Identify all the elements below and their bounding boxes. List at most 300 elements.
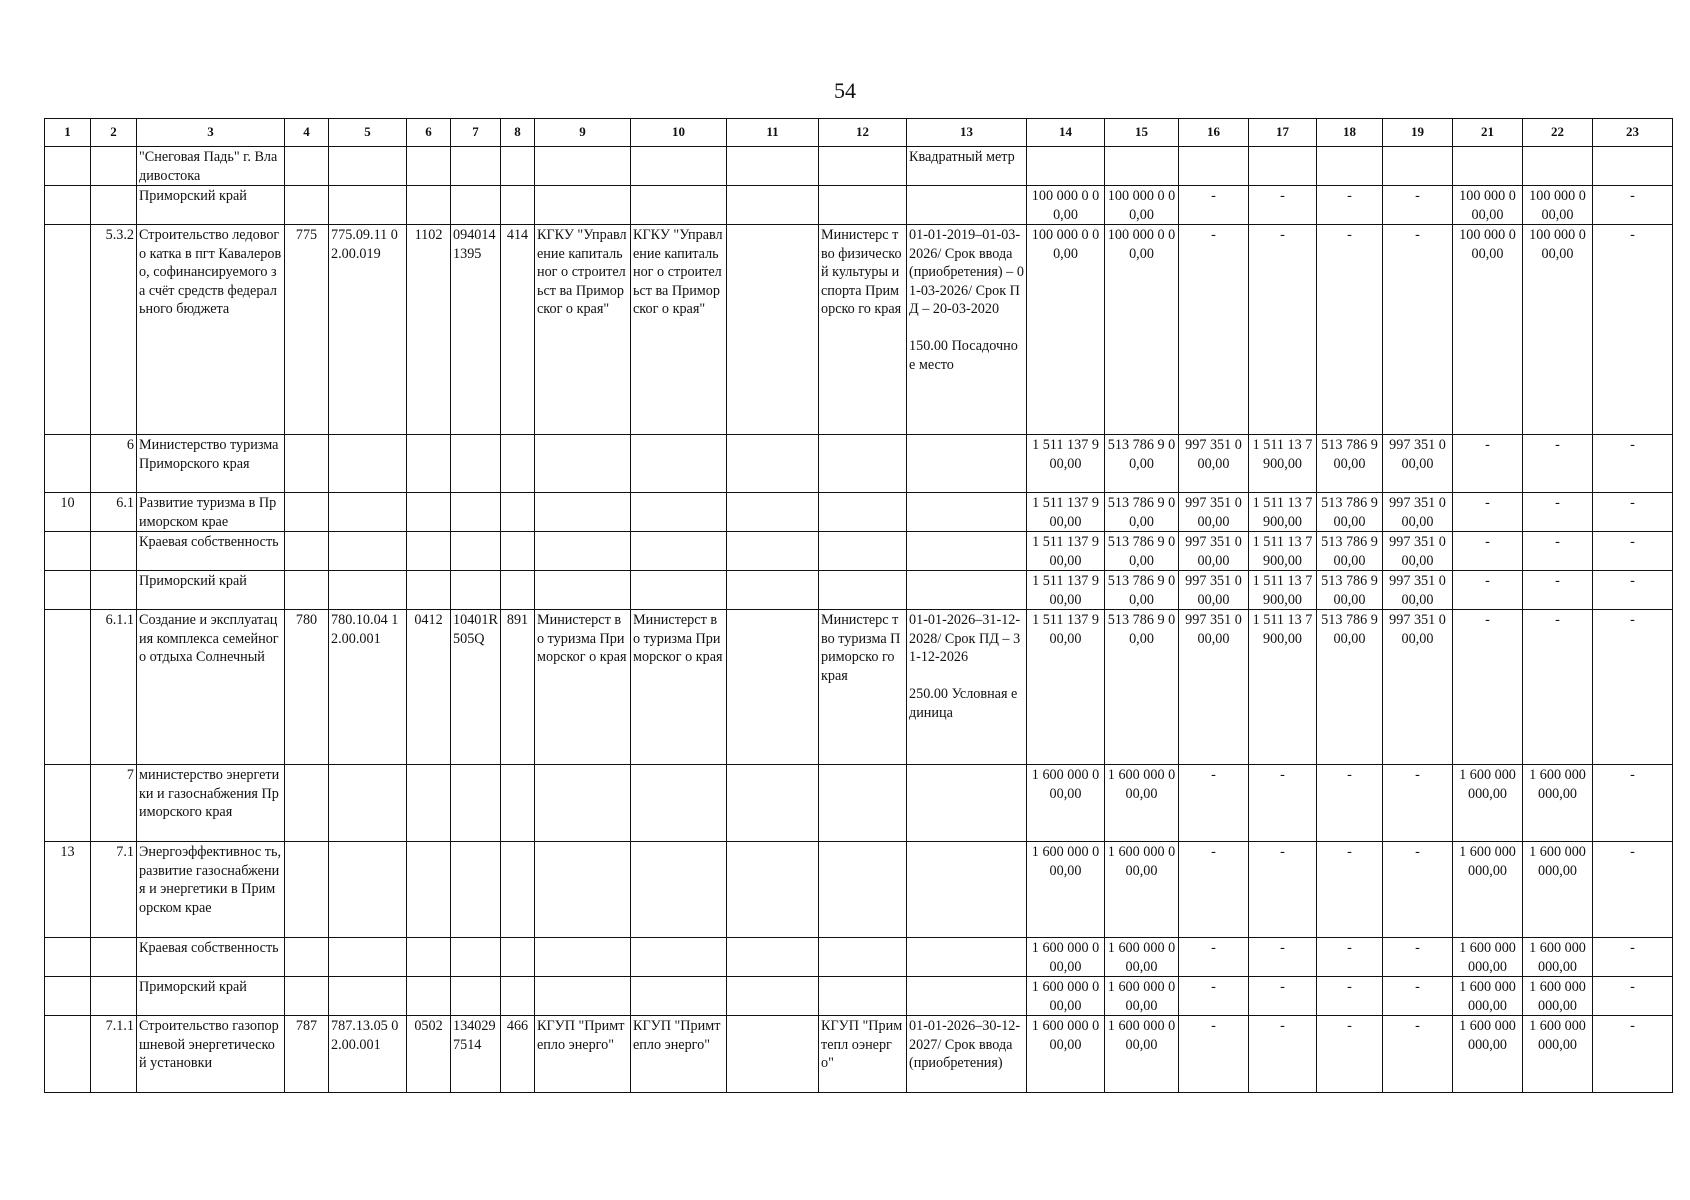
- table-cell: [535, 938, 631, 977]
- table-cell: 1 511 137 900,00: [1027, 493, 1105, 532]
- table-cell: [285, 493, 329, 532]
- table-cell: Министерс тво физической культуры и спорта Приморско го края: [819, 225, 907, 435]
- table-cell: Строительство газопоршневой энергетической установки: [137, 1016, 285, 1093]
- table-cell: [1027, 147, 1105, 186]
- table-cell: Краевая собственность: [137, 532, 285, 571]
- table-cell: -: [1249, 765, 1317, 842]
- table-cell: [329, 147, 407, 186]
- table-cell: [501, 765, 535, 842]
- table-cell: -: [1179, 225, 1249, 435]
- table-cell: [45, 571, 91, 610]
- table-cell: [501, 186, 535, 225]
- table-cell: Министерство туризма Приморского края: [137, 435, 285, 493]
- table-cell: -: [1383, 938, 1453, 977]
- table-cell: [907, 938, 1027, 977]
- column-number: 1: [45, 119, 91, 147]
- table-cell: [45, 225, 91, 435]
- column-number: 2: [91, 119, 137, 147]
- table-cell: 1 600 000 000,00: [1453, 938, 1523, 977]
- table-cell: [45, 435, 91, 493]
- table-cell: -: [1179, 938, 1249, 977]
- table-cell: [907, 842, 1027, 938]
- table-cell: 414: [501, 225, 535, 435]
- table-row: [45, 147, 1673, 186]
- table-cell: [285, 435, 329, 493]
- table-cell: 1 600 000 000,00: [1453, 977, 1523, 1016]
- table-cell: -: [1179, 1016, 1249, 1093]
- table-cell: [819, 842, 907, 938]
- table-cell: -: [1179, 842, 1249, 938]
- table-cell: 513 786 900,00: [1317, 532, 1383, 571]
- table-cell: [727, 842, 819, 938]
- table-cell: [907, 532, 1027, 571]
- table-cell: [631, 938, 727, 977]
- column-number: 4: [285, 119, 329, 147]
- table-cell: 100 000 0 00,00: [1027, 225, 1105, 435]
- table-cell: 513 786 900,00: [1317, 571, 1383, 610]
- table-cell: -: [1523, 435, 1593, 493]
- table-cell: [1383, 147, 1453, 186]
- table-cell: -: [1593, 610, 1673, 765]
- table-cell: 997 351 0 00,00: [1179, 493, 1249, 532]
- table-cell: [285, 571, 329, 610]
- table-cell: [819, 571, 907, 610]
- table-cell: 513 786 900,00: [1317, 435, 1383, 493]
- table-cell: 1 511 13 7 900,00: [1249, 435, 1317, 493]
- table-cell: [451, 147, 501, 186]
- column-number: 18: [1317, 119, 1383, 147]
- table-row: [45, 225, 1673, 435]
- table-row: [45, 938, 1673, 977]
- table-cell: 1 600 000 000,00: [1523, 977, 1593, 1016]
- table-cell: [535, 532, 631, 571]
- table-cell: КГУП "Примтепл оэнерго": [819, 1016, 907, 1093]
- table-cell: 0502: [407, 1016, 451, 1093]
- table-cell: -: [1593, 1016, 1673, 1093]
- page-number: 54: [834, 78, 856, 103]
- table-cell: [451, 532, 501, 571]
- table-cell: [1317, 147, 1383, 186]
- table-cell: [727, 493, 819, 532]
- table-cell: 6: [91, 435, 137, 493]
- table-cell: -: [1453, 493, 1523, 532]
- table-cell: [451, 571, 501, 610]
- table-row: [45, 493, 1673, 532]
- table-cell: [285, 765, 329, 842]
- table-cell: [451, 765, 501, 842]
- table-cell: Квадратный метр: [907, 147, 1027, 186]
- table-cell: [45, 186, 91, 225]
- table-cell: -: [1523, 610, 1593, 765]
- table-cell: [501, 435, 535, 493]
- table-cell: [285, 977, 329, 1016]
- table-cell: 1 511 137 900,00: [1027, 571, 1105, 610]
- table-cell: [727, 186, 819, 225]
- table-cell: [535, 435, 631, 493]
- table-cell: [819, 493, 907, 532]
- table-cell: [451, 938, 501, 977]
- table-cell: 775.09.11 02.00.019: [329, 225, 407, 435]
- table-cell: 997 351 0 00,00: [1179, 610, 1249, 765]
- table-row: [45, 571, 1673, 610]
- table-cell: [727, 571, 819, 610]
- table-cell: [91, 186, 137, 225]
- table-cell: -: [1249, 938, 1317, 977]
- table-cell: [501, 532, 535, 571]
- table-cell: 997 351 0 00,00: [1383, 571, 1453, 610]
- table-cell: 100 000 0 00,00: [1105, 186, 1179, 225]
- table-cell: [45, 147, 91, 186]
- table-cell: 01-01-2019–01-03-2026/ Срок ввода (приобретения) – 01-03-2026/ Срок ПД – 20-03-2020 150.00 Посадочное место: [907, 225, 1027, 435]
- table-cell: [907, 493, 1027, 532]
- table-cell: [1105, 147, 1179, 186]
- table-cell: [727, 938, 819, 977]
- table-row: [45, 977, 1673, 1016]
- table-cell: -: [1523, 571, 1593, 610]
- column-number: 14: [1027, 119, 1105, 147]
- table-cell: -: [1593, 225, 1673, 435]
- table-cell: -: [1593, 765, 1673, 842]
- table-cell: 7.1: [91, 842, 137, 938]
- budget-table: [44, 118, 1673, 1093]
- table-cell: Приморский край: [137, 186, 285, 225]
- table-cell: Министерст во туризма Приморског о края: [535, 610, 631, 765]
- table-cell: 10401R 505Q: [451, 610, 501, 765]
- table-cell: 6.1.1: [91, 610, 137, 765]
- table-cell: -: [1453, 571, 1523, 610]
- table-cell: 997 351 0 00,00: [1179, 571, 1249, 610]
- table-cell: [451, 842, 501, 938]
- table-cell: [907, 571, 1027, 610]
- table-cell: [407, 842, 451, 938]
- table-cell: 5.3.2: [91, 225, 137, 435]
- table-cell: 01-01-2026–30-12-2027/ Срок ввода (приобретения): [907, 1016, 1027, 1093]
- table-cell: 780.10.04 12.00.001: [329, 610, 407, 765]
- table-cell: [285, 186, 329, 225]
- table-cell: [1593, 147, 1673, 186]
- table-cell: [45, 938, 91, 977]
- column-number: 15: [1105, 119, 1179, 147]
- table-cell: 997 351 0 00,00: [1383, 610, 1453, 765]
- table-cell: 1 600 000 000,00: [1027, 765, 1105, 842]
- table-cell: 1 600 000 000,00: [1105, 1016, 1179, 1093]
- table-cell: Развитие туризма в Приморском крае: [137, 493, 285, 532]
- table-cell: [907, 435, 1027, 493]
- table-cell: [819, 765, 907, 842]
- table-cell: [535, 765, 631, 842]
- table-row: [45, 765, 1673, 842]
- table-cell: [535, 186, 631, 225]
- table-cell: [501, 571, 535, 610]
- column-number: 22: [1523, 119, 1593, 147]
- table-cell: 513 786 9 00,00: [1105, 435, 1179, 493]
- table-cell: -: [1317, 842, 1383, 938]
- table-cell: Энергоэффективнос ть, развитие газоснабжения и энергетики в Приморском крае: [137, 842, 285, 938]
- table-cell: 787.13.05 02.00.001: [329, 1016, 407, 1093]
- table-cell: -: [1383, 765, 1453, 842]
- table-cell: 997 351 0 00,00: [1383, 435, 1453, 493]
- column-number: 21: [1453, 119, 1523, 147]
- table-cell: -: [1593, 938, 1673, 977]
- table-cell: 513 786 9 00,00: [1105, 532, 1179, 571]
- table-cell: -: [1317, 1016, 1383, 1093]
- table-cell: 1 600 000 000,00: [1027, 977, 1105, 1016]
- table-cell: [407, 765, 451, 842]
- table-cell: 6.1: [91, 493, 137, 532]
- table-cell: 997 351 0 00,00: [1383, 532, 1453, 571]
- table-cell: [727, 225, 819, 435]
- table-cell: [631, 977, 727, 1016]
- table-cell: [501, 842, 535, 938]
- table-cell: Министерс тво туризма Приморско го края: [819, 610, 907, 765]
- table-cell: 1 600 000 000,00: [1027, 842, 1105, 938]
- table-cell: -: [1249, 842, 1317, 938]
- table-cell: 7.1.1: [91, 1016, 137, 1093]
- table-cell: -: [1593, 571, 1673, 610]
- column-number: 23: [1593, 119, 1673, 147]
- table-cell: [1523, 147, 1593, 186]
- table-cell: [631, 186, 727, 225]
- table-row: [45, 842, 1673, 938]
- table-cell: [91, 977, 137, 1016]
- table-cell: -: [1179, 765, 1249, 842]
- column-number: 12: [819, 119, 907, 147]
- table-cell: 513 786 900,00: [1317, 493, 1383, 532]
- table-cell: [45, 977, 91, 1016]
- table-cell: КГКУ "Управление капитальног о строительст ва Приморског о края": [535, 225, 631, 435]
- table-cell: 513 786 9 00,00: [1105, 493, 1179, 532]
- table-cell: Приморский край: [137, 977, 285, 1016]
- table-cell: [727, 532, 819, 571]
- table-cell: [407, 435, 451, 493]
- table-cell: 134029 7514: [451, 1016, 501, 1093]
- table-cell: [631, 842, 727, 938]
- table-cell: -: [1179, 186, 1249, 225]
- column-number: 13: [907, 119, 1027, 147]
- table-cell: [407, 186, 451, 225]
- table-cell: [329, 938, 407, 977]
- column-number: 5: [329, 119, 407, 147]
- table-cell: -: [1249, 225, 1317, 435]
- table-cell: [819, 977, 907, 1016]
- table-cell: -: [1523, 493, 1593, 532]
- table-cell: [329, 571, 407, 610]
- table-cell: [819, 938, 907, 977]
- table-row: [45, 532, 1673, 571]
- table-cell: Создание и эксплуатация комплекса семейного отдыха Солнечный: [137, 610, 285, 765]
- column-number: 6: [407, 119, 451, 147]
- table-cell: 100 000 0 00,00: [1027, 186, 1105, 225]
- table-cell: [819, 186, 907, 225]
- table-cell: [501, 938, 535, 977]
- table-cell: [329, 977, 407, 1016]
- table-cell: 775: [285, 225, 329, 435]
- table-cell: 01-01-2026–31-12-2028/ Срок ПД – 31-12-2026 250.00 Условная единица: [907, 610, 1027, 765]
- table-cell: 1 600 000 000,00: [1105, 977, 1179, 1016]
- table-cell: 1 600 000 000,00: [1453, 1016, 1523, 1093]
- table-cell: -: [1453, 610, 1523, 765]
- table-cell: -: [1593, 435, 1673, 493]
- table-cell: [451, 977, 501, 1016]
- table-cell: 1 511 13 7 900,00: [1249, 610, 1317, 765]
- table-cell: -: [1249, 977, 1317, 1016]
- table-cell: [535, 977, 631, 1016]
- column-number: 7: [451, 119, 501, 147]
- table-cell: 787: [285, 1016, 329, 1093]
- table-cell: [819, 147, 907, 186]
- table-cell: 513 786 9 00,00: [1105, 610, 1179, 765]
- table-cell: КГУП "Примтепло энерго": [631, 1016, 727, 1093]
- table-cell: 1 600 000 000,00: [1453, 842, 1523, 938]
- table-cell: [819, 532, 907, 571]
- table-cell: 1 600 000 000,00: [1105, 765, 1179, 842]
- table-cell: КГКУ "Управление капитальног о строительст ва Приморског о края": [631, 225, 727, 435]
- table-cell: [535, 493, 631, 532]
- table-cell: [329, 765, 407, 842]
- table-cell: -: [1453, 532, 1523, 571]
- table-cell: [631, 435, 727, 493]
- table-cell: [451, 186, 501, 225]
- table-row: [45, 1016, 1673, 1093]
- table-cell: -: [1593, 977, 1673, 1016]
- table-cell: [91, 147, 137, 186]
- table-cell: [631, 532, 727, 571]
- column-number: 8: [501, 119, 535, 147]
- table-cell: -: [1249, 186, 1317, 225]
- table-cell: [907, 765, 1027, 842]
- table-cell: 1 511 13 7 900,00: [1249, 493, 1317, 532]
- table-cell: 100 000 0 00,00: [1523, 186, 1593, 225]
- table-cell: [285, 532, 329, 571]
- table-cell: -: [1317, 765, 1383, 842]
- table-cell: [91, 532, 137, 571]
- table-cell: 100 000 0 00,00: [1453, 186, 1523, 225]
- table-cell: [45, 1016, 91, 1093]
- table-cell: [329, 435, 407, 493]
- table-cell: 1 600 000 000,00: [1027, 938, 1105, 977]
- table-cell: 1 600 000 000,00: [1523, 765, 1593, 842]
- table-cell: [1249, 147, 1317, 186]
- table-cell: [451, 493, 501, 532]
- table-cell: 1 600 000 000,00: [1105, 938, 1179, 977]
- table-cell: 780: [285, 610, 329, 765]
- column-number: 11: [727, 119, 819, 147]
- table-cell: -: [1453, 435, 1523, 493]
- table-cell: [727, 765, 819, 842]
- table-cell: [45, 532, 91, 571]
- column-number: 17: [1249, 119, 1317, 147]
- table-cell: 891: [501, 610, 535, 765]
- table-cell: [407, 532, 451, 571]
- table-cell: -: [1593, 493, 1673, 532]
- table-cell: [91, 571, 137, 610]
- table-cell: [501, 977, 535, 1016]
- table-cell: 100 000 0 00,00: [1523, 225, 1593, 435]
- table-cell: [631, 765, 727, 842]
- table-cell: -: [1383, 1016, 1453, 1093]
- table-cell: Министерст во туризма Приморског о края: [631, 610, 727, 765]
- table-cell: -: [1383, 186, 1453, 225]
- table-cell: 997 351 0 00,00: [1383, 493, 1453, 532]
- table-cell: [535, 147, 631, 186]
- table-cell: 10: [45, 493, 91, 532]
- table-row: [45, 435, 1673, 493]
- table-cell: -: [1593, 186, 1673, 225]
- table-cell: КГУП "Примтепло энерго": [535, 1016, 631, 1093]
- table-cell: [285, 147, 329, 186]
- table-cell: [407, 493, 451, 532]
- table-cell: 1 600 000 000,00: [1523, 1016, 1593, 1093]
- table-cell: [1179, 147, 1249, 186]
- table-cell: [819, 435, 907, 493]
- table-cell: 513 786 9 00,00: [1105, 571, 1179, 610]
- table-cell: [329, 493, 407, 532]
- table-cell: 1 511 13 7 900,00: [1249, 532, 1317, 571]
- table-cell: [907, 977, 1027, 1016]
- table-cell: -: [1593, 842, 1673, 938]
- table-cell: -: [1383, 842, 1453, 938]
- table-cell: [501, 147, 535, 186]
- column-number: 9: [535, 119, 631, 147]
- table-cell: [329, 842, 407, 938]
- table-cell: [727, 147, 819, 186]
- table-cell: [727, 977, 819, 1016]
- table-cell: [407, 571, 451, 610]
- table-cell: [451, 435, 501, 493]
- table-cell: -: [1383, 225, 1453, 435]
- table-cell: -: [1317, 977, 1383, 1016]
- table-cell: [631, 571, 727, 610]
- table-cell: -: [1593, 532, 1673, 571]
- table-cell: [285, 938, 329, 977]
- column-number: 3: [137, 119, 285, 147]
- table-cell: 100 000 0 00,00: [1453, 225, 1523, 435]
- table-cell: Краевая собственность: [137, 938, 285, 977]
- table-cell: -: [1317, 938, 1383, 977]
- table-cell: 1 511 13 7 900,00: [1249, 571, 1317, 610]
- table-cell: -: [1317, 186, 1383, 225]
- table-cell: 13: [45, 842, 91, 938]
- table-cell: -: [1317, 225, 1383, 435]
- table-cell: 997 351 0 00,00: [1179, 532, 1249, 571]
- table-cell: 1 511 137 900,00: [1027, 532, 1105, 571]
- table-cell: 1 600 000 000,00: [1523, 842, 1593, 938]
- table-cell: [727, 610, 819, 765]
- table-cell: 513 786 900,00: [1317, 610, 1383, 765]
- table-cell: [45, 765, 91, 842]
- table-cell: 1 511 137 900,00: [1027, 610, 1105, 765]
- table-cell: [631, 493, 727, 532]
- table-cell: [501, 493, 535, 532]
- header-row: [45, 119, 1673, 147]
- column-number: 10: [631, 119, 727, 147]
- table-cell: 1 600 000 000,00: [1523, 938, 1593, 977]
- column-number: 16: [1179, 119, 1249, 147]
- table-cell: [45, 610, 91, 765]
- table-cell: 100 000 0 00,00: [1105, 225, 1179, 435]
- table-cell: [535, 571, 631, 610]
- table-cell: 7: [91, 765, 137, 842]
- table-cell: 1 600 000 000,00: [1105, 842, 1179, 938]
- table-cell: 094014 1395: [451, 225, 501, 435]
- table-cell: 1102: [407, 225, 451, 435]
- table-cell: [285, 842, 329, 938]
- table-cell: [727, 435, 819, 493]
- table-cell: [407, 147, 451, 186]
- table-cell: [1453, 147, 1523, 186]
- table-cell: 0412: [407, 610, 451, 765]
- table-cell: 997 351 0 00,00: [1179, 435, 1249, 493]
